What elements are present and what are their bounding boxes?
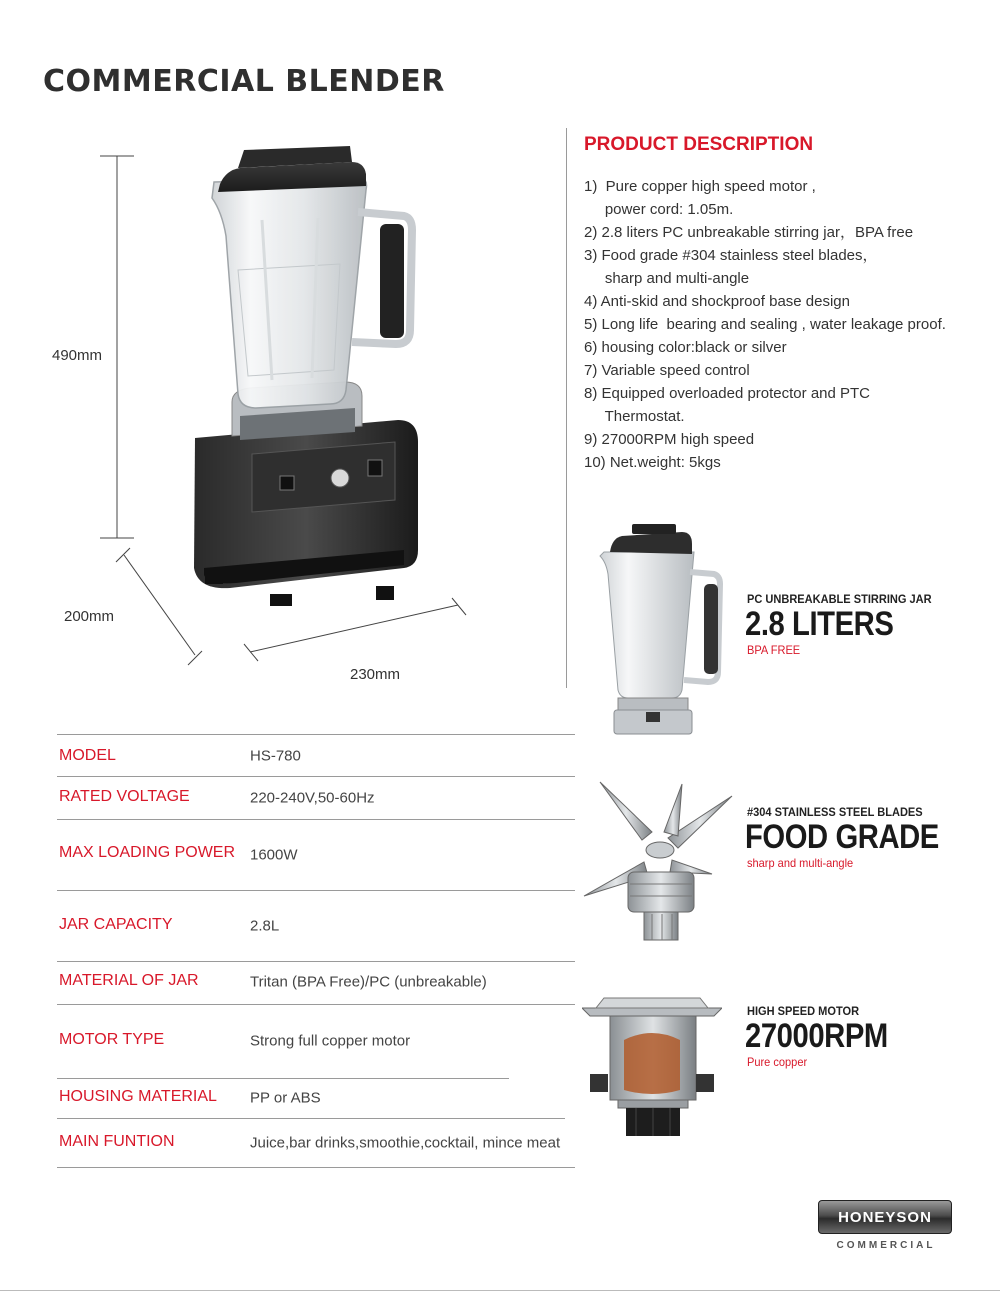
description-item: sharp and multi-angle [584, 270, 750, 287]
feature-motor-headline: 27000RPM [745, 1017, 888, 1055]
description-item: 3) Food grade #304 stainless steel blades， [584, 247, 878, 264]
spec-value-material-of-jar: Tritan (BPA Free)/PC (unbreakable) [250, 973, 487, 991]
description-item: 8) Equipped overloaded protector and PTC [584, 385, 871, 402]
feature-jar-headline: 2.8 LITERS [745, 605, 894, 643]
blender-illustration [0, 120, 560, 700]
description-item: 2) 2.8 liters PC unbreakable stirring jar，BPA free [584, 224, 914, 241]
spec-label-max-loading-power: MAX LOADING POWER [59, 844, 236, 861]
spec-value-max-loading-power: 1600W [250, 846, 298, 864]
description-item: power cord: 1.05m. [584, 201, 734, 218]
spec-divider [57, 890, 575, 891]
spec-label-main-function: MAIN FUNTION [59, 1133, 175, 1150]
description-item: 7) Variable speed control [584, 362, 750, 379]
spec-divider [57, 1004, 575, 1005]
vertical-divider [566, 128, 567, 688]
description-item: 1) Pure copper high speed motor , [584, 178, 816, 195]
brand-logo [818, 1200, 952, 1234]
description-item: 6) housing color:black or silver [584, 339, 787, 356]
width-dimension: 230mm [350, 666, 401, 683]
spec-label-jar-capacity: JAR CAPACITY [59, 916, 173, 933]
feature-blade-note: sharp and multi-angle [747, 856, 854, 870]
feature-blade-caption: #304 STAINLESS STEEL BLADES [747, 805, 923, 819]
spec-label-motor-type: MOTOR TYPE [59, 1031, 165, 1048]
spec-divider [57, 961, 575, 962]
spec-value-rated-voltage: 220-240V,50-60Hz [250, 789, 375, 807]
feature-motor-note: Pure copper [747, 1055, 808, 1069]
spec-value-jar-capacity: 2.8L [250, 917, 280, 935]
spec-value-model: HS-780 [250, 747, 301, 765]
spec-divider [57, 1078, 509, 1079]
jar-image [596, 522, 726, 744]
description-item: 9) 27000RPM high speed [584, 431, 755, 448]
spec-divider [57, 776, 575, 777]
spec-label-housing-material: HOUSING MATERIAL [59, 1088, 217, 1105]
height-dimension: 490mm [52, 347, 103, 364]
description-item: 10) Net.weight: 5kgs [584, 454, 721, 471]
spec-label-model: MODEL [59, 747, 116, 764]
spec-value-motor-type: Strong full copper motor [250, 1032, 411, 1050]
spec-divider [57, 1167, 575, 1168]
brand-name: HONEYSON [838, 1208, 932, 1226]
description-list [584, 175, 946, 474]
feature-motor-caption: HIGH SPEED MOTOR [747, 1004, 860, 1018]
motor-image [582, 990, 722, 1140]
spec-divider [57, 1118, 565, 1119]
feature-blade-headline: FOOD GRADE [745, 818, 939, 856]
blade-image [582, 776, 740, 952]
description-item: 5) Long life bearing and sealing , water leakage proof. [584, 316, 946, 333]
description-item: 4) Anti-skid and shockproof base design [584, 293, 850, 310]
depth-dimension: 200mm [64, 608, 115, 625]
description-title: PRODUCT DESCRIPTION [584, 134, 814, 155]
spec-value-main-function: Juice,bar drinks,smoothie,cocktail, mince meat [250, 1134, 561, 1152]
spec-divider [57, 819, 575, 820]
feature-jar-caption: PC UNBREAKABLE STIRRING JAR [747, 592, 932, 606]
description-item: Thermostat. [584, 408, 685, 425]
brand-tagline: COMMERCIAL [836, 1240, 936, 1251]
page-title: COMMERCIAL BLENDER [43, 64, 445, 99]
spec-label-rated-voltage: RATED VOLTAGE [59, 788, 190, 805]
spec-label-material-of-jar: MATERIAL OF JAR [59, 972, 199, 989]
spec-divider [57, 734, 575, 735]
bottom-divider [0, 1290, 1000, 1291]
feature-jar-note: BPA FREE [747, 643, 801, 657]
spec-value-housing-material: PP or ABS [250, 1089, 321, 1107]
